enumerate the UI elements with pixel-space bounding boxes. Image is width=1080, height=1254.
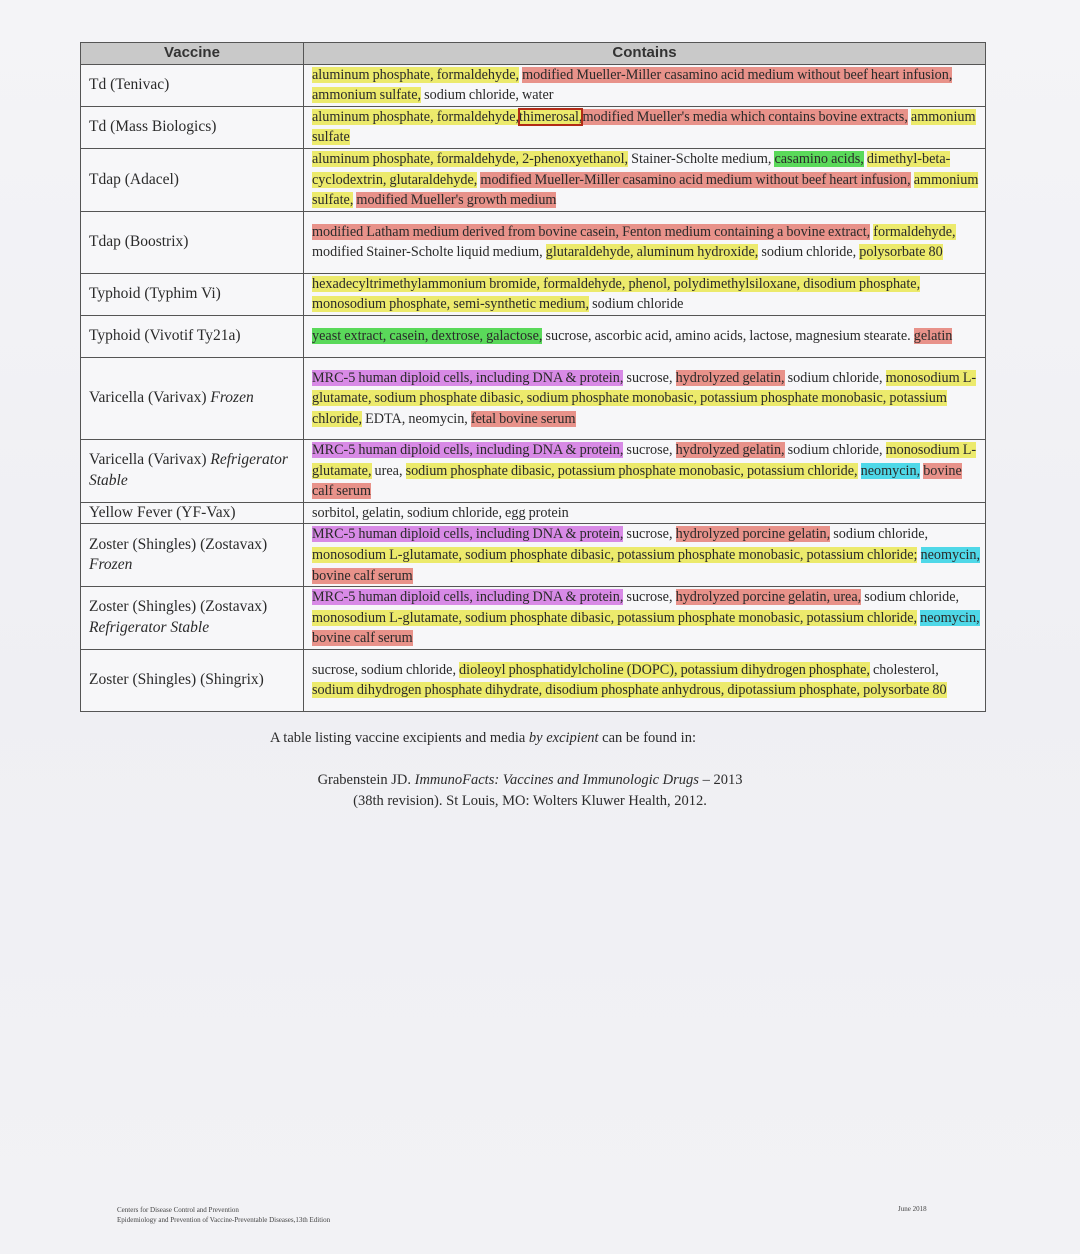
highlighted-ingredient: modified Mueller-Miller casamino acid medium without beef heart infusion,: [480, 171, 911, 188]
vaccine-storage-type: Refrigerator Stable: [89, 451, 288, 489]
vaccine-name: Tdap (Boostrix): [89, 233, 189, 250]
highlighted-ingredient: dioleoyl phosphatidylcholine (DOPC), potassium dihydrogen phosphate,: [459, 661, 870, 678]
table-row: [81, 357, 986, 439]
citation-author: Grabenstein JD.: [317, 772, 415, 788]
ingredients-cell: [304, 502, 986, 524]
ingredient-text: sodium chloride,: [784, 441, 886, 458]
vaccine-name-cell: [81, 649, 304, 711]
highlighted-ingredient: monosodium L-glutamate, sodium phosphate dibasic, potassium phosphate monobasic, potassium chloride;: [312, 546, 918, 563]
highlighted-ingredient: modified Mueller-Miller casamino acid medium without beef heart infusion,: [522, 66, 953, 83]
highlighted-ingredient: glutaraldehyde, aluminum hydroxide,: [545, 244, 759, 261]
ingredient-text: EDTA, neomycin,: [362, 410, 471, 427]
citation-line-1: [270, 770, 790, 791]
highlighted-ingredient: modified Latham medium derived from bovine casein, Fenton medium containing a bovine extract,: [312, 223, 871, 240]
vaccine-name: Zoster (Shingles) (Zostavax): [89, 535, 268, 553]
note-text-start: A table listing vaccine excipients and media: [270, 730, 529, 746]
vaccine-storage-type: Refrigerator Stable: [89, 618, 210, 636]
highlighted-ingredient: monosodium L-glutamate, sodium phosphate dibasic, sodium phosphate monobasic, potassium phosphate monobasic, potassium chloride,: [312, 369, 977, 427]
column-header-contains: Contains: [304, 43, 986, 65]
highlighted-ingredient: aluminum phosphate, formaldehyde,: [312, 108, 520, 125]
table-row: [81, 315, 986, 357]
vaccine-name: Td (Mass Biologics): [89, 118, 217, 136]
highlighted-ingredient: sodium phosphate dibasic, potassium phosphate monobasic, potassium chloride,: [405, 462, 858, 479]
highlighted-ingredient: neomycin,: [920, 546, 981, 563]
highlighted-ingredient: MRC-5 human diploid cells, including DNA & protein,: [312, 526, 624, 543]
footer-source: [117, 1205, 330, 1225]
highlighted-ingredient: modified Mueller's media which contains bovine extracts,: [582, 108, 908, 125]
highlighted-ingredient: neomycin,: [860, 462, 921, 479]
highlighted-ingredient: hydrolyzed gelatin,: [675, 369, 785, 386]
highlighted-ingredient: bovine calf serum: [312, 462, 962, 500]
highlighted-ingredient: hydrolyzed porcine gelatin,: [675, 526, 831, 543]
highlighted-ingredient: aluminum phosphate, formaldehyde,: [312, 66, 520, 83]
note-text-end: can be found in:: [598, 730, 696, 746]
highlighted-ingredient: hydrolyzed porcine gelatin, urea,: [675, 589, 862, 606]
vaccine-name: Zoster (Shingles) (Shingrix): [89, 671, 264, 689]
vaccine-name: Typhoid (Vivotif Ty21a): [89, 327, 241, 345]
ingredients-cell: [304, 649, 986, 711]
vaccine-name: Tdap (Adacel): [89, 170, 179, 188]
ingredient-text: sucrose, ascorbic acid, amino acids, lactose, magnesium stearate.: [542, 328, 914, 345]
highlighted-ingredient: monosodium L-glutamate,: [312, 441, 977, 479]
vaccine-name-cell: [81, 587, 304, 650]
ingredients-cell: [304, 106, 986, 148]
vaccine-name-cell: [81, 315, 304, 357]
highlighted-ingredient: aluminum phosphate, formaldehyde, 2-phenoxyethanol,: [312, 150, 629, 167]
vaccine-name-cell: [81, 273, 304, 315]
ingredient-text: sucrose,: [623, 589, 676, 606]
highlighted-ingredient: bovine calf serum: [312, 630, 413, 647]
footer-date: June 2018: [898, 1205, 927, 1213]
ingredient-text: sorbitol, gelatin, sodium chloride, egg protein: [312, 504, 569, 521]
highlighted-ingredient: ammonium sulfate,: [312, 87, 422, 104]
highlighted-ingredient: MRC-5 human diploid cells, including DNA & protein,: [312, 369, 624, 386]
ingredient-text: sodium chloride: [589, 296, 684, 313]
table-row: [81, 587, 986, 650]
vaccine-name: Varicella (Varivax): [89, 389, 207, 407]
highlighted-ingredient: hexadecyltrimethylammonium bromide, formaldehyde, phenol, polydimethylsiloxane, disodium phosphate, monosodium phosphate, semi-synthetic medium,: [312, 275, 921, 313]
citation-line-2: (38th revision). St Louis, MO: Wolters Kluwer Health, 2012.: [353, 793, 707, 809]
ingredient-text: Stainer-Scholte medium,: [628, 150, 775, 167]
table-row: [81, 524, 986, 587]
highlighted-ingredient: dimethyl-beta-cyclodextrin, glutaraldehyde,: [312, 150, 951, 188]
highlighted-ingredient: ammonium sulfate: [312, 108, 976, 146]
vaccine-name-cell: [81, 502, 304, 524]
highlighted-ingredient: sodium dihydrogen phosphate dihydrate, disodium phosphate anhydrous, dipotassium phosphate, polysorbate 80: [312, 682, 947, 699]
ingredients-cell: [304, 524, 986, 587]
column-header-vaccine: Vaccine: [81, 43, 304, 65]
highlighted-ingredient: neomycin,: [920, 609, 980, 626]
table-body: [81, 64, 986, 711]
ingredients-cell: [304, 64, 986, 106]
vaccine-storage-type: Frozen: [89, 556, 133, 574]
table-row: [81, 106, 986, 148]
vaccine-name-cell: [81, 211, 304, 273]
table-row: [81, 211, 986, 273]
highlighted-ingredient: monosodium L-glutamate, sodium phosphate dibasic, potassium phosphate monobasic, potassium chloride,: [312, 609, 918, 626]
highlighted-ingredient: MRC-5 human diploid cells, including DNA & protein,: [312, 589, 624, 606]
ingredients-cell: [304, 148, 986, 211]
table-header-row: [81, 43, 986, 65]
vaccine-name: Typhoid (Typhim Vi): [89, 285, 221, 303]
ingredient-text: sodium chloride,: [830, 526, 929, 543]
highlighted-ingredient: bovine calf serum: [312, 567, 413, 584]
highlighted-ingredient: yeast extract, casein, dextrose, galactose,: [312, 328, 543, 345]
vaccine-name-cell: [81, 357, 304, 439]
ingredients-cell: [304, 587, 986, 650]
citation: [270, 770, 790, 812]
ingredient-text: sodium chloride,: [784, 369, 886, 386]
ingredient-text: cholesterol,: [869, 661, 939, 678]
reference-note: [270, 730, 696, 747]
ingredients-cell: [304, 273, 986, 315]
citation-year: – 2013: [698, 772, 743, 788]
highlighted-ingredient: modified Mueller's growth medium: [356, 192, 557, 209]
ingredients-cell: [304, 211, 986, 273]
ingredient-text: sucrose,: [623, 441, 676, 458]
note-text-italic: by excipient: [528, 730, 599, 746]
footer-org: Centers for Disease Control and Prevention: [117, 1206, 239, 1214]
ingredient-text: sodium chloride, water: [421, 87, 554, 104]
highlighted-ingredient: fetal bovine serum: [470, 410, 576, 427]
table-row: [81, 64, 986, 106]
citation-title: ImmunoFacts: Vaccines and Immunologic Drugs: [414, 772, 699, 788]
vaccine-name-cell: [81, 106, 304, 148]
highlighted-ingredient: hydrolyzed gelatin,: [675, 441, 785, 458]
vaccine-name: Yellow Fever (YF-Vax): [89, 503, 236, 521]
highlighted-ingredient: formaldehyde,: [873, 223, 956, 240]
highlighted-ingredient: thimerosal,: [519, 108, 583, 125]
highlighted-ingredient: ammonium sulfate,: [312, 171, 979, 209]
ingredient-text: modified Stainer-Scholte liquid medium,: [312, 244, 546, 261]
ingredients-cell: [304, 315, 986, 357]
table-row: [81, 502, 986, 524]
ingredient-text: sucrose, sodium chloride,: [312, 661, 460, 678]
highlighted-ingredient: polysorbate 80: [859, 244, 943, 261]
vaccine-excipient-table: [80, 42, 986, 712]
ingredient-text: sodium chloride,: [758, 244, 860, 261]
ingredient-text: urea,: [371, 462, 406, 479]
ingredients-cell: [304, 357, 986, 439]
vaccine-storage-type: Frozen: [210, 389, 254, 407]
footer-publication: Epidemiology and Prevention of Vaccine-Preventable Diseases,13th Edition: [117, 1216, 331, 1224]
vaccine-name-cell: [81, 524, 304, 587]
vaccine-name-cell: [81, 148, 304, 211]
ingredient-text: sucrose,: [623, 369, 676, 386]
ingredient-text: sucrose,: [623, 526, 676, 543]
ingredient-text: sodium chloride,: [861, 589, 960, 606]
highlighted-ingredient: gelatin: [913, 328, 953, 345]
vaccine-name-cell: [81, 64, 304, 106]
table-row: [81, 148, 986, 211]
highlighted-ingredient: casamino acids,: [774, 150, 864, 167]
vaccine-name: Td (Tenivac): [89, 75, 170, 93]
vaccine-name-cell: [81, 439, 304, 502]
table-row: [81, 439, 986, 502]
table-row: [81, 273, 986, 315]
vaccine-name: Varicella (Varivax): [89, 451, 207, 469]
highlighted-ingredient: MRC-5 human diploid cells, including DNA & protein,: [312, 441, 624, 458]
ingredients-cell: [304, 439, 986, 502]
vaccine-name: Zoster (Shingles) (Zostavax): [89, 598, 268, 616]
table-row: [81, 649, 986, 711]
